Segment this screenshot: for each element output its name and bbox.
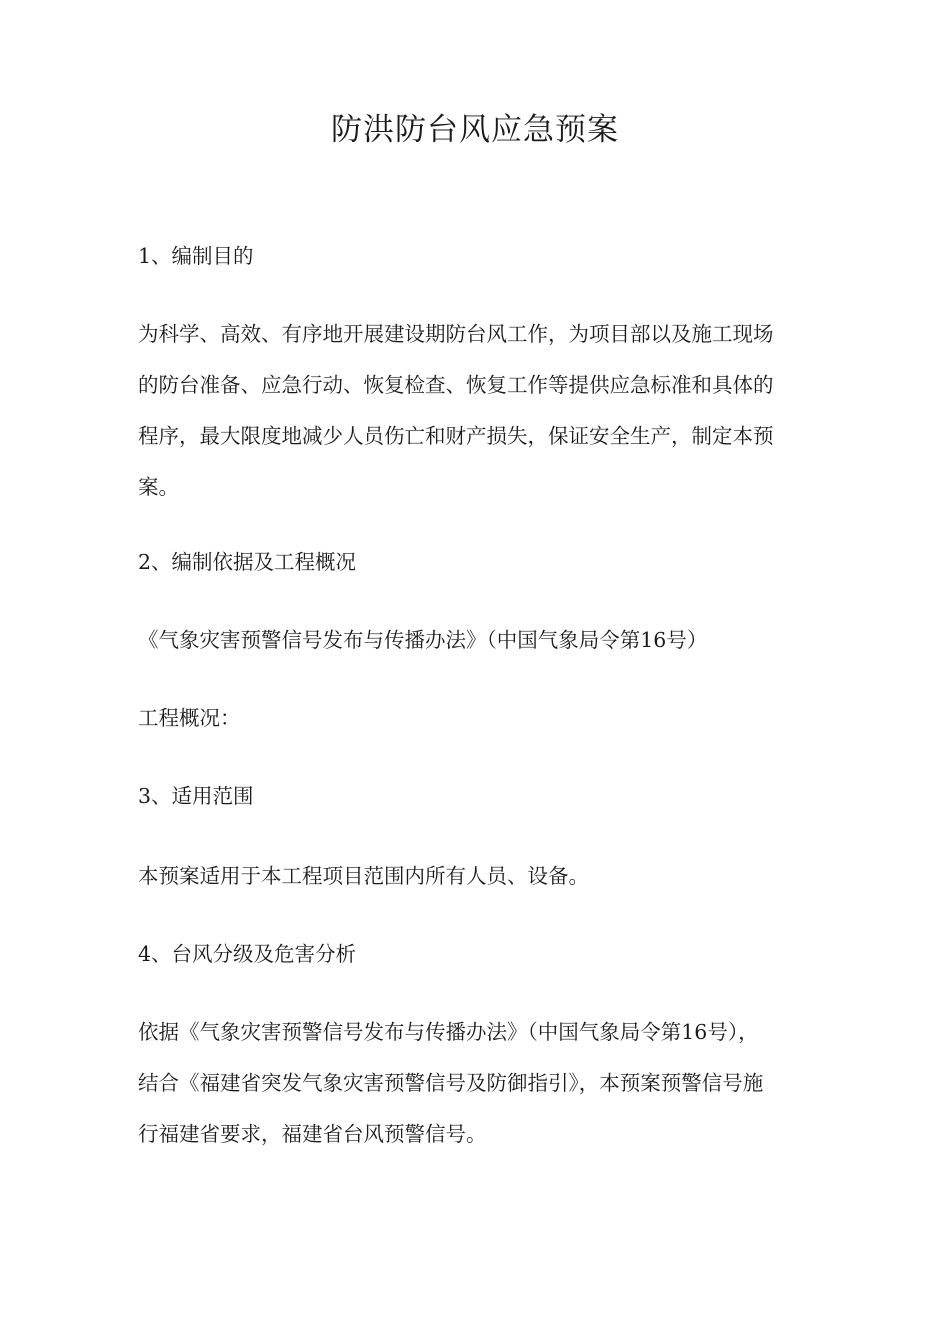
paragraph-line: 为科学、高效、有序地开展建设期防台风工作，为项目部以及施工现场 <box>138 322 774 346</box>
section-1-heading: 1、编制目的 <box>138 244 254 268</box>
section-3-text: 本预案适用于本工程项目范围内所有人员、设备。 <box>138 864 589 888</box>
section-2-heading: 2、编制依据及工程概况 <box>138 550 357 574</box>
paragraph-line: 案。 <box>138 475 179 499</box>
paragraph-line: 程序，最大限度地减少人员伤亡和财产损失，保证安全生产，制定本预 <box>138 424 774 448</box>
document-title: 防洪防台风应急预案 <box>331 112 619 148</box>
section-4-paragraph <box>138 1007 800 1160</box>
paragraph-line: 依据《气象灾害预警信号发布与传播办法》（中国气象局令第16号）， <box>138 1020 759 1044</box>
section-4-heading: 4、台风分级及危害分析 <box>138 942 357 966</box>
paragraph-line: 行福建省要求，福建省台风预警信号。 <box>138 1122 487 1146</box>
paragraph-line: 的防台准备、应急行动、恢复检查、恢复工作等提供应急标准和具体的 <box>138 373 774 397</box>
section-3-heading: 3、适用范围 <box>138 784 254 808</box>
section-2-basis: 《气象灾害预警信号发布与传播办法》（中国气象局令第16号） <box>138 628 708 652</box>
section-2-overview-label: 工程概况： <box>138 706 241 730</box>
section-1-paragraph <box>138 309 800 513</box>
paragraph-line: 结合《福建省突发气象灾害预警信号及防御指引》，本预案预警信号施 <box>138 1071 764 1095</box>
